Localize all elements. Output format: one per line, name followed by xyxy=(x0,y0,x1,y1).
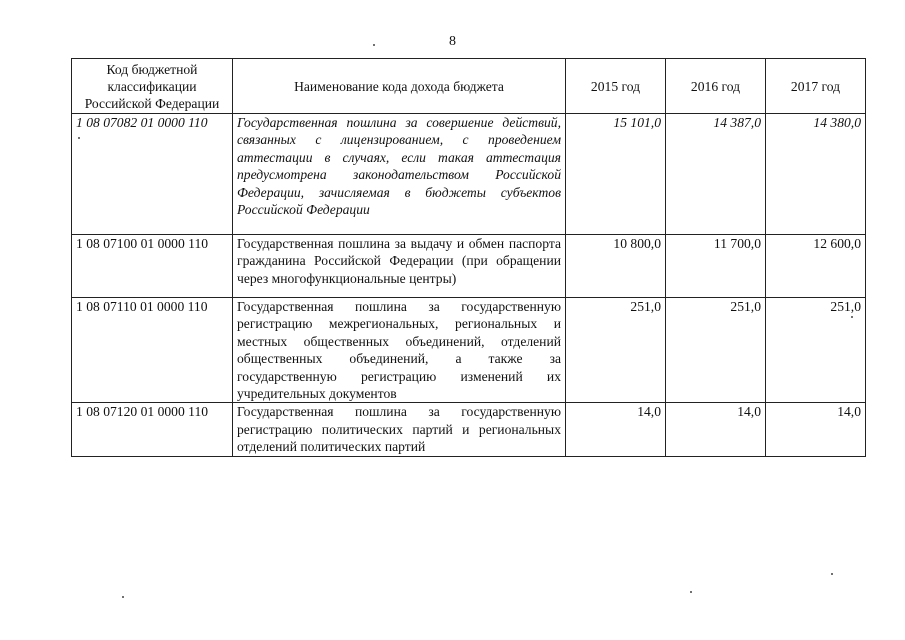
table-row xyxy=(72,114,866,235)
header-code: Код бюджетной классификации Российской Федерации xyxy=(72,59,233,114)
row-value-2016: 251,0 xyxy=(666,298,766,403)
scan-speck xyxy=(373,44,375,46)
table-row xyxy=(72,235,866,298)
budget-revenue-table xyxy=(71,58,866,457)
row-value-2017: 251,0 xyxy=(766,298,866,403)
row-code-cell: 1 08 07120 01 0000 110 xyxy=(72,403,233,457)
header-2017: 2017 год xyxy=(766,59,866,114)
row-name-cell: Государственная пошлина за совершение действий, связанных с лицензированием, с проведением аттестации в случаях, если такая аттестация предусмотрена законодательством Российской Федерации, зачисляемая в бюджеты субъектов Российской Федерации xyxy=(233,114,566,235)
row-value-2016: 14 387,0 xyxy=(666,114,766,235)
row-value-2017: 14 380,0 xyxy=(766,114,866,235)
scan-speck xyxy=(78,137,80,139)
table-body xyxy=(72,114,866,457)
row-value-2017: 12 600,0 xyxy=(766,235,866,298)
row-value-2015: 10 800,0 xyxy=(566,235,666,298)
row-name-cell: Государственная пошлина за выдачу и обмен паспорта гражданина Российской Федерации (при обращении через многофункциональные центры) xyxy=(233,235,566,298)
row-code-cell: 1 08 07082 01 0000 110 xyxy=(72,114,233,235)
header-name: Наименование кода дохода бюджета xyxy=(233,59,566,114)
table-header-row xyxy=(72,59,866,114)
row-value-2017: 14,0 xyxy=(766,403,866,457)
table-row xyxy=(72,298,866,403)
row-value-2015: 14,0 xyxy=(566,403,666,457)
row-code-cell: 1 08 07110 01 0000 110 xyxy=(72,298,233,403)
scan-speck xyxy=(851,316,853,318)
row-code-cell: 1 08 07100 01 0000 110 xyxy=(72,235,233,298)
scan-speck xyxy=(831,573,833,575)
row-value-2015: 15 101,0 xyxy=(566,114,666,235)
row-name-cell: Государственная пошлина за государственную регистрацию межрегиональных, региональных и местных общественных объединений, отделений общественных объединений, а также за государственную регистрацию изменений их учредительных документов xyxy=(233,298,566,403)
header-2016: 2016 год xyxy=(666,59,766,114)
row-value-2016: 11 700,0 xyxy=(666,235,766,298)
row-name-cell: Государственная пошлина за государственную регистрацию политических партий и региональных отделений политических партий xyxy=(233,403,566,457)
page-number: 8 xyxy=(449,34,456,49)
table-row xyxy=(72,403,866,457)
scan-speck xyxy=(690,591,692,593)
row-value-2016: 14,0 xyxy=(666,403,766,457)
scan-speck xyxy=(122,596,124,598)
row-value-2015: 251,0 xyxy=(566,298,666,403)
header-2015: 2015 год xyxy=(566,59,666,114)
